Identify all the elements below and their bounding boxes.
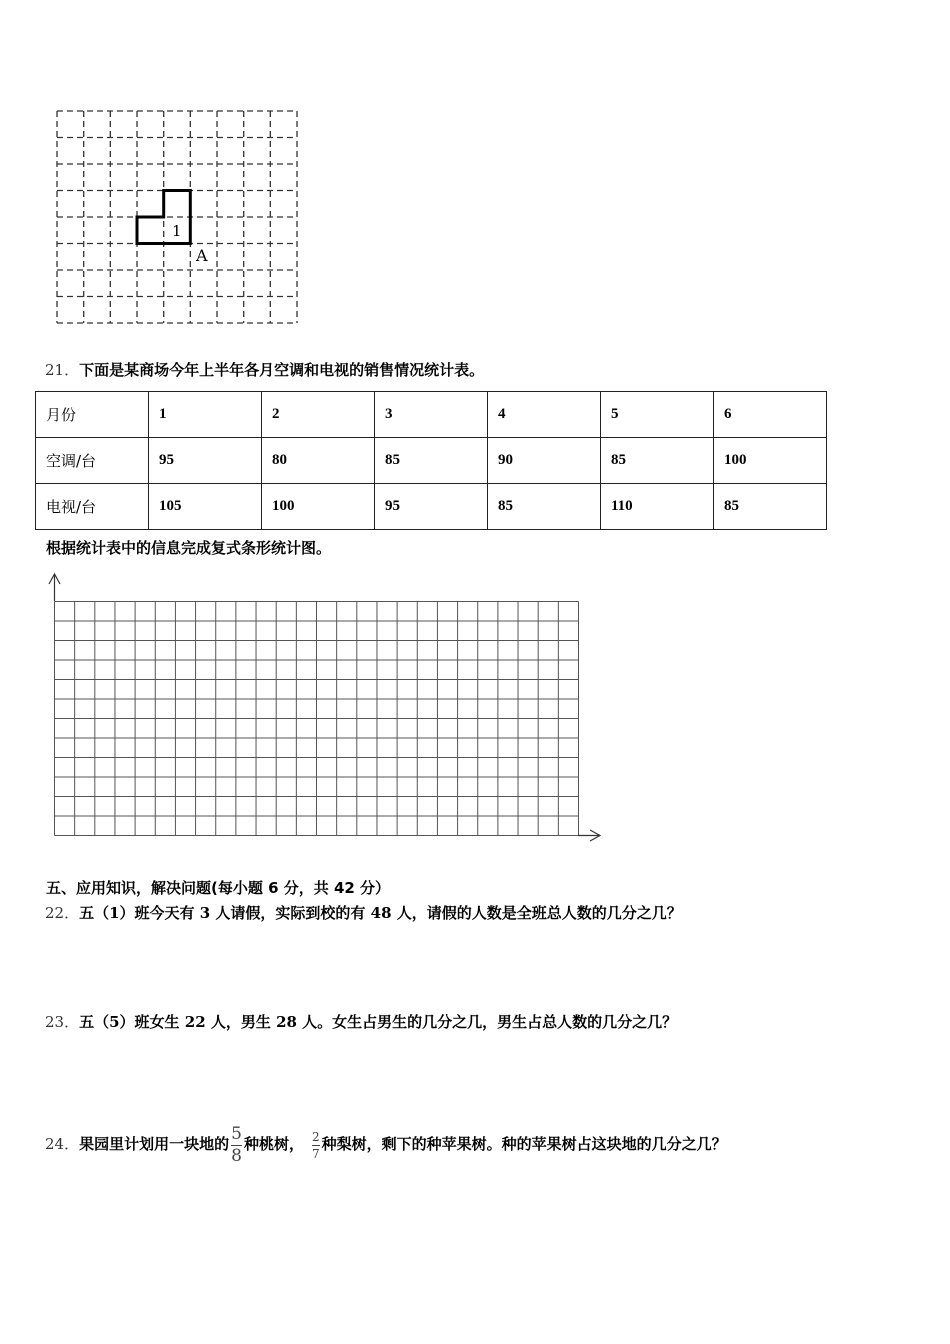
- question-text-part3: 种梨树，剩下的种苹果树。种的苹果树占这块地的几分之几？: [321, 1135, 727, 1153]
- table-cell: 100: [714, 438, 827, 484]
- table-cell: 5: [601, 392, 714, 438]
- fraction-2-7: [312, 1131, 320, 1160]
- table-cell: 空调/台: [36, 438, 149, 484]
- question-24: [45, 1124, 727, 1165]
- table-cell: 110: [601, 484, 714, 530]
- question-text: 五（1）班今天有 3 人请假，实际到校的有 48 人，请假的人数是全班总人数的几分之几？: [79, 904, 682, 922]
- fraction-denominator: 8: [231, 1145, 242, 1166]
- question-text-part2: 种桃树，: [243, 1135, 304, 1153]
- table-cell: 电视/台: [36, 484, 149, 530]
- dashed-grid-lines: [57, 111, 297, 323]
- blank-bar-chart-grid: [40, 568, 610, 848]
- question-22: [45, 903, 682, 923]
- dashed-grid-figure: [50, 104, 310, 332]
- question-number: 22．: [45, 904, 80, 922]
- table-cell: 90: [488, 438, 601, 484]
- question-number: 24．: [45, 1135, 80, 1153]
- table-header-row: [36, 392, 827, 438]
- table-cell: 3: [375, 392, 488, 438]
- section-5-title: 五、应用知识，解决问题(每小题 6 分，共 42 分）: [46, 879, 391, 897]
- table-cell: 6: [714, 392, 827, 438]
- table-cell: 100: [262, 484, 375, 530]
- table-cell: 95: [375, 484, 488, 530]
- point-a-label: A: [196, 246, 208, 265]
- sales-table: [35, 391, 827, 530]
- table-cell: 85: [488, 484, 601, 530]
- chart-instruction: 根据统计表中的信息完成复式条形统计图。: [46, 539, 332, 557]
- table-cell: 4: [488, 392, 601, 438]
- table-cell: 105: [149, 484, 262, 530]
- table-cell: 2: [262, 392, 375, 438]
- question-number: 23．: [45, 1013, 80, 1031]
- table-row: [36, 438, 827, 484]
- question-number: 21．: [45, 361, 80, 379]
- table-cell: 月份: [36, 392, 149, 438]
- shape-label: 1: [172, 222, 182, 240]
- question-21: [45, 360, 484, 380]
- fraction-numerator: 5: [231, 1123, 242, 1144]
- table-cell: 85: [375, 438, 488, 484]
- chart-grid-lines: [55, 602, 579, 836]
- table-cell: 85: [714, 484, 827, 530]
- question-23: [45, 1012, 677, 1032]
- table-cell: 1: [149, 392, 262, 438]
- fraction-denominator: 7: [311, 1146, 320, 1161]
- table-cell: 80: [262, 438, 375, 484]
- table-row: [36, 484, 827, 530]
- table-cell: 95: [149, 438, 262, 484]
- question-text: 下面是某商场今年上半年各月空调和电视的销售情况统计表。: [79, 361, 485, 379]
- fraction-5-8: [231, 1123, 242, 1166]
- question-text-part1: 果园里计划用一块地的: [79, 1135, 230, 1153]
- question-text: 五（5）班女生 22 人，男生 28 人。女生占男生的几分之几，男生占总人数的几分之几？: [79, 1013, 678, 1031]
- fraction-numerator: 2: [311, 1129, 320, 1144]
- table-cell: 85: [601, 438, 714, 484]
